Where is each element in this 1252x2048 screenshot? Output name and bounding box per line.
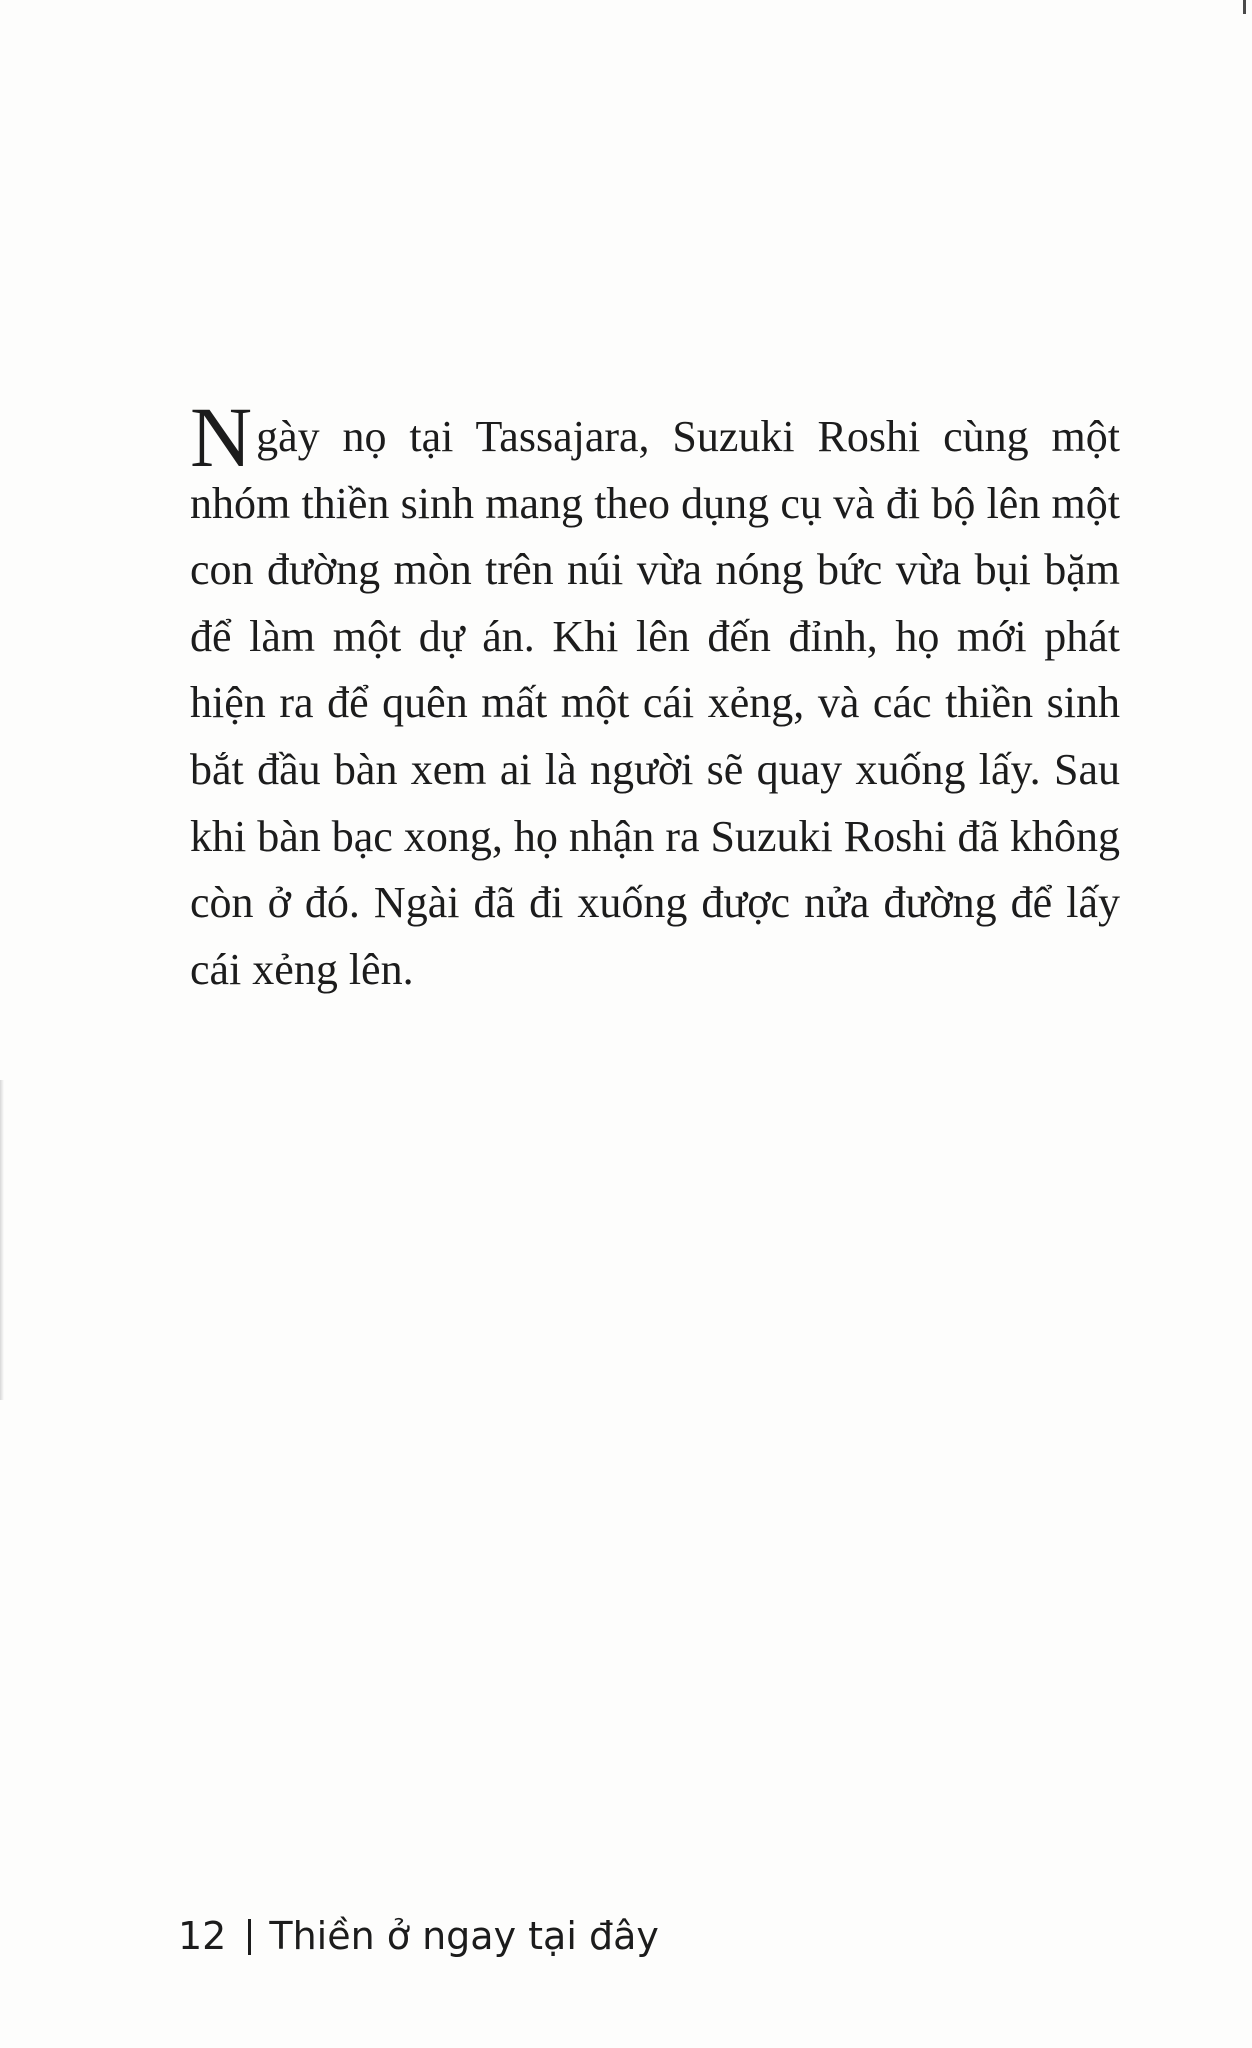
- paragraph-text: gày nọ tại Tassajara, Suzuki Roshi cùng một nhóm thiền sinh mang theo dụng cụ và đi bộ lên một con đường mòn trên núi vừa nóng bức vừa bụi bặm để làm một dự án. Khi lên đến đỉnh, họ mới phát hiện ra để quên mất một cái xẻng, và các thiền sinh bắt đầu bàn xem ai là người sẽ quay xuống lấy. Sau khi bàn bạc xong, họ nhận ra Suzuki Roshi đã không còn ở đó. Ngài đã đi xuống được nửa đường để lấy cái xẻng lên.: [190, 412, 1120, 994]
- drop-cap: N: [190, 389, 253, 485]
- running-title: Thiền ở ngay tại đây: [269, 1914, 659, 1958]
- scan-shadow: [0, 1080, 4, 1400]
- page-number: 12: [178, 1914, 227, 1958]
- page-footer: [178, 1914, 659, 1958]
- footer-separator: [248, 1919, 251, 1955]
- story-paragraph: [190, 389, 1120, 1003]
- scan-mark: [1243, 0, 1246, 14]
